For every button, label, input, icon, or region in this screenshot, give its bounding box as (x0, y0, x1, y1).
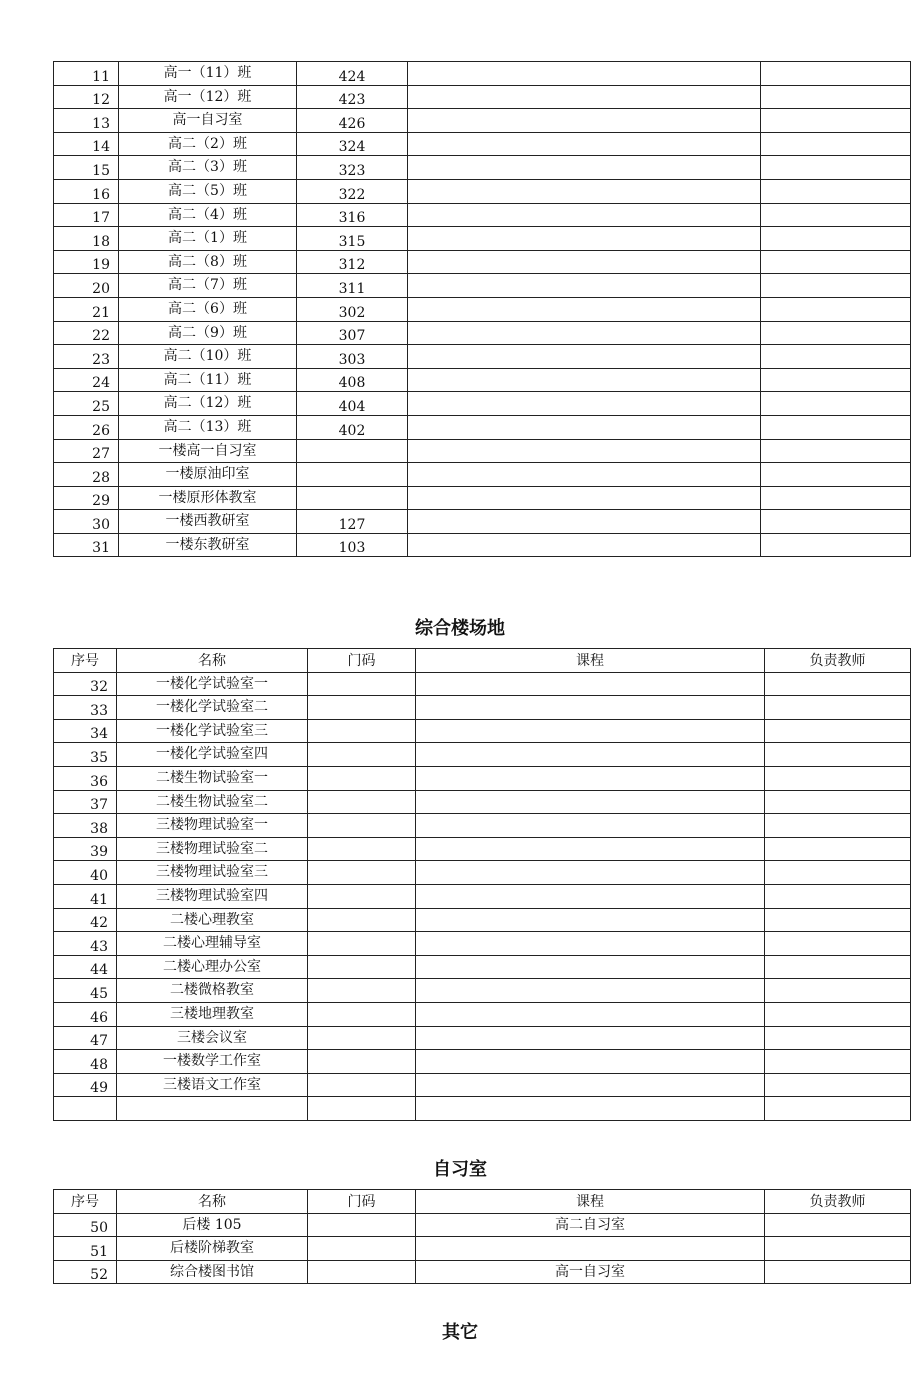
cell-num: 22 (54, 321, 119, 345)
cell-code: 423 (297, 85, 408, 109)
cell-course (416, 743, 765, 767)
cell-teacher (761, 439, 911, 463)
cell-name (117, 1097, 308, 1121)
study-room-table-body (54, 1213, 911, 1284)
table-row (54, 227, 911, 251)
cell-course (408, 179, 761, 203)
cell-course: 高一自习室 (416, 1260, 765, 1284)
cell-code (308, 719, 416, 743)
header-name: 名称 (117, 649, 308, 673)
cell-code (308, 766, 416, 790)
cell-name: 一楼化学试验室二 (117, 696, 308, 720)
cell-code: 307 (297, 321, 408, 345)
cell-course (416, 1237, 765, 1261)
header-num: 序号 (54, 1190, 117, 1214)
cell-course (408, 85, 761, 109)
cell-code: 103 (297, 533, 408, 557)
cell-num: 49 (54, 1073, 117, 1097)
cell-course (416, 672, 765, 696)
cell-num: 46 (54, 1002, 117, 1026)
cell-code: 311 (297, 274, 408, 298)
header-course: 课程 (416, 649, 765, 673)
cell-course (408, 109, 761, 133)
cell-course (416, 814, 765, 838)
cell-name: 一楼高一自习室 (119, 439, 297, 463)
cell-num: 21 (54, 297, 119, 321)
cell-code: 127 (297, 510, 408, 534)
cell-name: 高一（11）班 (119, 62, 297, 86)
cell-teacher (761, 463, 911, 487)
cell-course: 高二自习室 (416, 1213, 765, 1237)
cell-num: 26 (54, 415, 119, 439)
cell-name: 高二（5）班 (119, 179, 297, 203)
cell-teacher (765, 884, 911, 908)
cell-course (408, 533, 761, 557)
cell-name: 二楼微格教室 (117, 979, 308, 1003)
table-header-row (54, 1190, 911, 1214)
cell-num: 37 (54, 790, 117, 814)
cell-num: 17 (54, 203, 119, 227)
cell-code: 302 (297, 297, 408, 321)
table-row (54, 415, 911, 439)
cell-teacher (761, 156, 911, 180)
cell-num: 35 (54, 743, 117, 767)
cell-course (408, 227, 761, 251)
cell-teacher (765, 1237, 911, 1261)
cell-name: 高二（7）班 (119, 274, 297, 298)
cell-name: 高二（6）班 (119, 297, 297, 321)
table-row (54, 766, 911, 790)
cell-teacher (765, 790, 911, 814)
cell-code: 312 (297, 250, 408, 274)
cell-num: 48 (54, 1050, 117, 1074)
cell-num: 33 (54, 696, 117, 720)
cell-name: 高二（3）班 (119, 156, 297, 180)
cell-num: 45 (54, 979, 117, 1003)
cell-num: 14 (54, 132, 119, 156)
cell-name: 高一自习室 (119, 109, 297, 133)
cell-num: 19 (54, 250, 119, 274)
cell-num: 32 (54, 672, 117, 696)
cell-name: 后楼 105 (117, 1213, 308, 1237)
table-row (54, 250, 911, 274)
cell-teacher (765, 1097, 911, 1121)
cell-name: 高二（2）班 (119, 132, 297, 156)
cell-num: 11 (54, 62, 119, 86)
cell-code (308, 814, 416, 838)
cell-num: 27 (54, 439, 119, 463)
cell-name: 高二（11）班 (119, 368, 297, 392)
cell-num: 30 (54, 510, 119, 534)
cell-name: 一楼原形体教室 (119, 486, 297, 510)
cell-num: 36 (54, 766, 117, 790)
cell-code (308, 696, 416, 720)
cell-course (416, 766, 765, 790)
cell-teacher (761, 415, 911, 439)
cell-course (416, 979, 765, 1003)
cell-teacher (765, 1002, 911, 1026)
cell-name: 三楼会议室 (117, 1026, 308, 1050)
cell-course (416, 932, 765, 956)
table-row (54, 510, 911, 534)
cell-name: 一楼化学试验室一 (117, 672, 308, 696)
cell-course (408, 392, 761, 416)
cell-name: 三楼语文工作室 (117, 1073, 308, 1097)
cell-num: 28 (54, 463, 119, 487)
table-row (54, 533, 911, 557)
cell-num: 20 (54, 274, 119, 298)
cell-name: 一楼西教研室 (119, 510, 297, 534)
header-name: 名称 (117, 1190, 308, 1214)
table-row (54, 62, 911, 86)
table-row (54, 1002, 911, 1026)
cell-num: 25 (54, 392, 119, 416)
table-row (54, 696, 911, 720)
cell-teacher (761, 297, 911, 321)
table-row (54, 861, 911, 885)
complex-building-table (53, 648, 911, 1121)
cell-num: 13 (54, 109, 119, 133)
header-code: 门码 (308, 649, 416, 673)
cell-course (408, 415, 761, 439)
cell-num: 44 (54, 955, 117, 979)
section-title-complex: 综合楼场地 (415, 618, 505, 639)
cell-course (408, 203, 761, 227)
cell-course (416, 884, 765, 908)
cell-code (308, 955, 416, 979)
cell-course (408, 368, 761, 392)
cell-name: 高二（9）班 (119, 321, 297, 345)
complex-building-table-body (54, 672, 911, 1120)
header-course: 课程 (416, 1190, 765, 1214)
cell-num: 12 (54, 85, 119, 109)
cell-teacher (765, 955, 911, 979)
cell-num: 34 (54, 719, 117, 743)
cell-num: 15 (54, 156, 119, 180)
cell-teacher (765, 1050, 911, 1074)
cell-code: 303 (297, 345, 408, 369)
cell-course (408, 486, 761, 510)
table-row (54, 1260, 911, 1284)
cell-teacher (765, 1026, 911, 1050)
cell-teacher (761, 486, 911, 510)
cell-num: 51 (54, 1237, 117, 1261)
table-row (54, 908, 911, 932)
cell-name: 一楼原油印室 (119, 463, 297, 487)
cell-course (416, 790, 765, 814)
cell-code (308, 790, 416, 814)
cell-code (297, 463, 408, 487)
cell-name: 后楼阶梯教室 (117, 1237, 308, 1261)
cell-code: 426 (297, 109, 408, 133)
header-code: 门码 (308, 1190, 416, 1214)
table-row (54, 321, 911, 345)
table-row (54, 85, 911, 109)
cell-num: 29 (54, 486, 119, 510)
cell-teacher (765, 696, 911, 720)
cell-num: 18 (54, 227, 119, 251)
cell-name: 二楼生物试验室二 (117, 790, 308, 814)
cell-code (308, 979, 416, 1003)
cell-name: 高二（4）班 (119, 203, 297, 227)
cell-teacher (761, 109, 911, 133)
cell-course (416, 1026, 765, 1050)
table-row (54, 1050, 911, 1074)
cell-name: 高一（12）班 (119, 85, 297, 109)
cell-course (408, 297, 761, 321)
cell-name: 三楼物理试验室一 (117, 814, 308, 838)
table-row (54, 439, 911, 463)
cell-teacher (765, 908, 911, 932)
cell-num: 42 (54, 908, 117, 932)
table-header-row (54, 649, 911, 673)
header-teacher: 负责教师 (765, 1190, 911, 1214)
cell-num: 52 (54, 1260, 117, 1284)
cell-name: 二楼心理辅导室 (117, 932, 308, 956)
table-row (54, 463, 911, 487)
table-row (54, 392, 911, 416)
cell-code (308, 861, 416, 885)
cell-code (308, 672, 416, 696)
cell-course (416, 1050, 765, 1074)
cell-name: 二楼生物试验室一 (117, 766, 308, 790)
table-row (54, 932, 911, 956)
cell-name: 一楼化学试验室三 (117, 719, 308, 743)
cell-teacher (761, 227, 911, 251)
cell-course (416, 719, 765, 743)
classroom-table (53, 61, 911, 557)
cell-name: 三楼地理教室 (117, 1002, 308, 1026)
cell-course (408, 463, 761, 487)
cell-course (408, 250, 761, 274)
cell-course (416, 908, 765, 932)
cell-teacher (761, 368, 911, 392)
table-row (54, 719, 911, 743)
table-row (54, 179, 911, 203)
cell-teacher (765, 861, 911, 885)
table-row (54, 156, 911, 180)
table-row (54, 297, 911, 321)
cell-code: 323 (297, 156, 408, 180)
cell-course (416, 696, 765, 720)
cell-name: 二楼心理办公室 (117, 955, 308, 979)
table-row (54, 368, 911, 392)
cell-code (308, 1026, 416, 1050)
cell-code: 402 (297, 415, 408, 439)
cell-teacher (761, 85, 911, 109)
table-row (54, 814, 911, 838)
table-row (54, 486, 911, 510)
cell-course (416, 837, 765, 861)
cell-code (308, 1260, 416, 1284)
cell-num: 24 (54, 368, 119, 392)
header-teacher: 负责教师 (765, 649, 911, 673)
cell-course (416, 1097, 765, 1121)
header-num: 序号 (54, 649, 117, 673)
cell-num: 31 (54, 533, 119, 557)
table-row (54, 979, 911, 1003)
cell-num: 39 (54, 837, 117, 861)
cell-course (408, 321, 761, 345)
cell-code (308, 884, 416, 908)
cell-num: 40 (54, 861, 117, 885)
cell-num: 23 (54, 345, 119, 369)
cell-teacher (765, 743, 911, 767)
cell-code: 315 (297, 227, 408, 251)
cell-teacher (761, 132, 911, 156)
section-title-other: 其它 (442, 1322, 478, 1343)
cell-code (308, 1073, 416, 1097)
cell-code (308, 908, 416, 932)
table-row (54, 1237, 911, 1261)
table-row (54, 1213, 911, 1237)
section-title-study-room: 自习室 (433, 1159, 487, 1180)
cell-teacher (761, 179, 911, 203)
cell-teacher (761, 203, 911, 227)
cell-code (308, 1237, 416, 1261)
cell-code (297, 486, 408, 510)
cell-name: 三楼物理试验室四 (117, 884, 308, 908)
cell-code (308, 1050, 416, 1074)
table-row (54, 743, 911, 767)
cell-code: 424 (297, 62, 408, 86)
table-row (54, 1026, 911, 1050)
cell-teacher (765, 719, 911, 743)
cell-course (416, 861, 765, 885)
cell-name: 一楼化学试验室四 (117, 743, 308, 767)
study-room-table (53, 1189, 911, 1284)
cell-teacher (761, 345, 911, 369)
cell-course (408, 439, 761, 463)
cell-name: 高二（12）班 (119, 392, 297, 416)
cell-code (308, 837, 416, 861)
cell-name: 一楼东教研室 (119, 533, 297, 557)
cell-name: 高二（10）班 (119, 345, 297, 369)
cell-teacher (765, 837, 911, 861)
cell-teacher (761, 533, 911, 557)
cell-code (308, 932, 416, 956)
cell-course (408, 510, 761, 534)
cell-teacher (765, 1213, 911, 1237)
cell-num: 16 (54, 179, 119, 203)
cell-name: 综合楼图书馆 (117, 1260, 308, 1284)
table-row (54, 1073, 911, 1097)
cell-course (408, 274, 761, 298)
table-row (54, 132, 911, 156)
cell-num: 47 (54, 1026, 117, 1050)
cell-course (408, 345, 761, 369)
cell-teacher (765, 814, 911, 838)
cell-course (416, 1002, 765, 1026)
cell-code: 322 (297, 179, 408, 203)
cell-code: 408 (297, 368, 408, 392)
cell-teacher (761, 392, 911, 416)
cell-teacher (761, 250, 911, 274)
cell-name: 高二（13）班 (119, 415, 297, 439)
cell-teacher (765, 1260, 911, 1284)
table-row (54, 203, 911, 227)
table-row (54, 274, 911, 298)
cell-teacher (761, 274, 911, 298)
cell-teacher (765, 932, 911, 956)
cell-course (408, 156, 761, 180)
cell-teacher (761, 321, 911, 345)
cell-code: 324 (297, 132, 408, 156)
cell-course (416, 955, 765, 979)
table-row (54, 790, 911, 814)
cell-code (308, 1002, 416, 1026)
table-row (54, 109, 911, 133)
cell-name: 高二（8）班 (119, 250, 297, 274)
cell-num: 50 (54, 1213, 117, 1237)
cell-name: 一楼数学工作室 (117, 1050, 308, 1074)
table-row (54, 955, 911, 979)
cell-name: 三楼物理试验室二 (117, 837, 308, 861)
cell-code: 316 (297, 203, 408, 227)
cell-code (297, 439, 408, 463)
cell-teacher (765, 672, 911, 696)
cell-teacher (761, 510, 911, 534)
cell-course (408, 62, 761, 86)
cell-code: 404 (297, 392, 408, 416)
table-row (54, 672, 911, 696)
cell-teacher (761, 62, 911, 86)
cell-code (308, 743, 416, 767)
table-row (54, 1097, 911, 1121)
cell-course (416, 1073, 765, 1097)
cell-name: 高二（1）班 (119, 227, 297, 251)
cell-name: 三楼物理试验室三 (117, 861, 308, 885)
cell-name: 二楼心理教室 (117, 908, 308, 932)
cell-course (408, 132, 761, 156)
cell-teacher (765, 979, 911, 1003)
cell-code (308, 1097, 416, 1121)
cell-code (308, 1213, 416, 1237)
cell-teacher (765, 1073, 911, 1097)
table-row (54, 837, 911, 861)
table-row (54, 884, 911, 908)
cell-num: 38 (54, 814, 117, 838)
cell-num: 43 (54, 932, 117, 956)
classroom-table-body (54, 62, 911, 557)
table-row (54, 345, 911, 369)
cell-teacher (765, 766, 911, 790)
cell-num (54, 1097, 117, 1121)
cell-num: 41 (54, 884, 117, 908)
